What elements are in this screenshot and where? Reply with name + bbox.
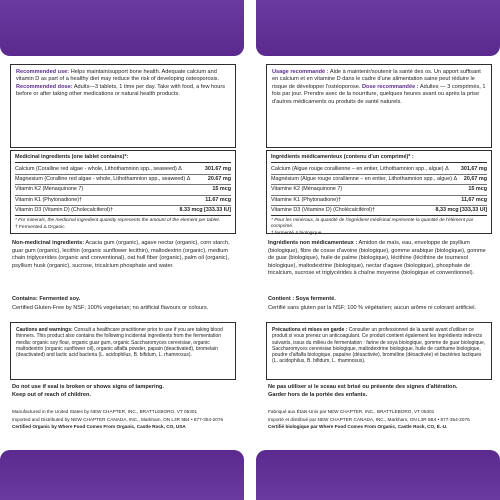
ingredient-name: Calcium (Algue rouge corallienne – en entier, Lithothamnion spp., algue) Δ (271, 166, 449, 173)
contains-fermented-soy: Contains: Fermented soy. (12, 296, 81, 302)
top-purple-band (256, 0, 500, 56)
ingredient-amount: 15 mcg (212, 186, 231, 193)
manufacturer-line: Manufactured in the United States by NEW CHAPTER, INC., BRATTLEBORO, VT 05301 (12, 409, 198, 414)
recommended-use-label: Usage recommandé : (272, 69, 329, 75)
seal-warning (268, 384, 490, 400)
ingredient-name: Vitamin K2 (Menaquinone 7) (15, 186, 84, 193)
ingredient-amount: 8,33 mcg [333,33 UI] (435, 206, 487, 213)
recommended-use-text: Helps maintain/support bone health. Adequate calcium and vitamin D as part of a healthy diet may reduce the risk of developing osteoporosis. (16, 69, 220, 83)
medicinal-ingredients-box (266, 150, 492, 234)
medicinal-ingredients-box (10, 150, 236, 234)
symbol-legend: † Fermented Δ Organic (15, 224, 65, 230)
bottom-purple-band (0, 450, 244, 500)
ingredient-name: Vitamine D3 (Vitamine D) (Cholécalciférol)† (271, 206, 376, 213)
top-purple-band (0, 0, 244, 56)
ingredient-amount: 11,67 mcg (461, 196, 487, 203)
ingredient-name: Vitamine K1 (Phytonadione)† (271, 196, 342, 203)
ingredient-row (271, 175, 487, 185)
recommended-use-box (10, 64, 236, 148)
recommended-dose-label: Dose recommandée : (362, 83, 419, 90)
ingredient-row (15, 206, 231, 216)
seal-warning-line: Ne pas utiliser si le sceau est brisé ou présente des signes d'altération. (268, 384, 458, 390)
organic-certifier-line: Certified Organic by Where Food Comes From Organic, Castle Rock, CO, USA (12, 424, 186, 430)
recommended-dose-text: Adultes — 3 comprimés, 1 fois par jour. Prendre avec de la nourriture, quelques heures avant ou après la prise d'autres médicaments ou produits de santé naturels. (272, 83, 486, 105)
non-medicinal-text: Amidon de maïs, eau, enveloppe de psyllium (biologique), fibre de cosse d'avoine (biologique), gomme arabique (biologique), gomme de guar (biologique), huile de palme (biologique), lécithine (lécithine de tournesol biologique), maltodextrine (biologique), nectar d'agave (biologique), phosphate de tricalcium, sucrose et triglycérides à chaîne moyenne (biologique et conventionnel). (268, 240, 486, 277)
seal-warning (12, 384, 234, 400)
symbol-legend: † fermenté Δ biologique (271, 230, 322, 236)
non-medicinal-ingredients (268, 240, 490, 278)
ingredient-name: Magnésium (Algue rouge corallienne – en entier, Lithothamnion spp., algue) Δ (271, 176, 458, 183)
label-panel-english (0, 0, 244, 500)
ingredient-row (271, 196, 487, 206)
recommended-dose-text: Adults—3 tablets, 1 time per day. Take with food, a few hours before or after taking other medications or natural health products. (16, 83, 226, 98)
contains-fermented-soy: Contient : Soya fermenté. (268, 296, 336, 302)
bottom-purple-band (256, 450, 500, 500)
ingredient-row (271, 206, 487, 216)
medicinal-ingredients-header: Ingrédients médicamenteux (contenu d'un comprimé)* : (271, 154, 487, 163)
manufacturer-info (12, 408, 234, 431)
ingredient-amount: 301.67 mg (204, 166, 231, 173)
ingredient-row (15, 165, 231, 175)
children-warning-line: Garder hors de la portée des enfants. (268, 391, 368, 398)
manufacturer-line: Fabriqué aux États-Unis par NEW CHAPTER, INC., BRATTLEBORO, VT 05301 (268, 409, 435, 414)
ingredient-name: Vitamin K1 (Phytonadione)† (15, 196, 83, 203)
ingredient-amount: 8.33 mcg [333.33 IU] (179, 206, 231, 213)
ingredient-amount: 20,67 mg (463, 176, 487, 183)
certification-text: Certifié sans gluten par la NSF; 100 % végétarien; aucun arôme ni colorant artificiel. (268, 305, 477, 311)
manufacturer-info (268, 408, 490, 431)
ingredient-row (271, 165, 487, 175)
ingredient-name: Vitamine K2 (Ménaquinone 7) (271, 186, 343, 193)
ingredient-amount: 15 mcg (468, 186, 487, 193)
non-medicinal-text: Acacia gum (organic), agave nectar (organic), corn starch, guar gum (organic), lecithin (organic sunflower lecithin), maltodextrin (organic), medium chain triglycerides (organic and conventional), oat hull fiber (organic), palm oil (organic), psyllium husk (organic), sucrose, tricalcium phosphate and water. (12, 240, 230, 269)
children-warning-line: Keep out of reach of children. (12, 391, 91, 398)
certification-text: Certified Gluten-Free by NSF; 100% vegetarian; no artificial flavours or colours. (12, 305, 209, 311)
minerals-footnote: * For minerals, the medicinal ingredient quantity represents the amount of the element per tablet. (15, 217, 221, 223)
importer-line: Imported and Distributed by NEW CHAPTER CANADA, INC., Markham, ON L3R 5B4 • 877-354-2076 (12, 416, 224, 422)
ingredient-amount: 11.67 mcg (205, 196, 231, 203)
organic-certifier-line: Certifié biologique par Where Food Comes From Organic, Castle Rock, CO, É.-U. (268, 424, 448, 430)
cautions-label: Cautions and warnings: (16, 327, 75, 333)
ingredient-name: Vitamin D3 (Vitamin D) (Cholecalciferol)† (15, 206, 114, 213)
ingredient-row (15, 185, 231, 195)
cautions-box (266, 322, 492, 380)
non-medicinal-label: Non-medicinal ingredients: (12, 240, 85, 246)
cautions-label: Précautions et mises en garde : (272, 327, 349, 333)
importer-line: Importé et distribué par NEW CHAPTER CANADA, INC., Markham, ON L3R 5B4 • 877-354-2076 (268, 416, 470, 422)
non-medicinal-ingredients (12, 240, 234, 270)
cautions-text: Consult a healthcare practitioner prior to use if you are taking blood thinners. This product also contains the following incidental ingredients from the fermentation media: organic soy flour, organic guar gum, organic Saccharomyces cerevisiae, organic maltodextrin (organic sunflower oil), organic alfalfa powder, papain (deactivated), bromelain (deactivated) and lactic acid bacteria (L. acidophilus, B. bifidum, L. rhamnosus). (16, 327, 223, 359)
ingredient-amount: 20.67 mg (207, 176, 231, 183)
label-panel-french (256, 0, 500, 500)
cautions-text: Consulter un professionnel de la santé avant d'utiliser ce produit si vous prenez un anticoagulant. Ce produit contient également les ingrédients indirects suivants, issus du milieu de fermentation : farine de soya biologique, gomme de guar biologique, Saccharomyces cerevisiae biologique, maltodextrine biologique, huile de carthame biologique, poudre d'alfalfa biologique, papaïne (désactivée), broméline (désactivée) et bactéries lactiques (L. acidophilus, B. bifidum, L. rhamnosus). (272, 327, 486, 365)
non-medicinal-label: Ingrédients non médicamenteux : (268, 240, 358, 246)
recommended-use-box (266, 64, 492, 148)
minerals-footnote: * Pour les minéraux, la quantité de l'ingrédient médicinal représente la quantité de l'élément par comprimé. (271, 217, 474, 229)
ingredient-row (271, 185, 487, 195)
recommended-use-text: Aide à maintenir/soutenir la santé des os. Un apport suffisant en calcium et en vitamine D dans le cadre d'une alimentation saine peut réduire le risque de développer l'ostéoporose. (272, 69, 481, 90)
seal-warning-line: Do not use if seal is broken or shows signs of tampering. (12, 384, 164, 390)
cautions-box (10, 322, 236, 380)
medicinal-ingredients-header: Medicinal ingredients (one tablet contains)*: (15, 154, 231, 163)
ingredient-amount: 301,67 mg (460, 166, 487, 173)
recommended-use-label: Recommended use: (16, 69, 70, 75)
recommended-dose-label: Recommended dose: (16, 83, 73, 90)
ingredient-name: Magnesium (Coralline red algae - whole, Lithothamnion spp., seaweed) Δ (15, 176, 191, 183)
ingredient-row (15, 175, 231, 185)
ingredient-name: Calcium (Coralline red algae - whole, Lithothamnion spp., seaweed) Δ (15, 166, 182, 173)
ingredient-row (15, 196, 231, 206)
